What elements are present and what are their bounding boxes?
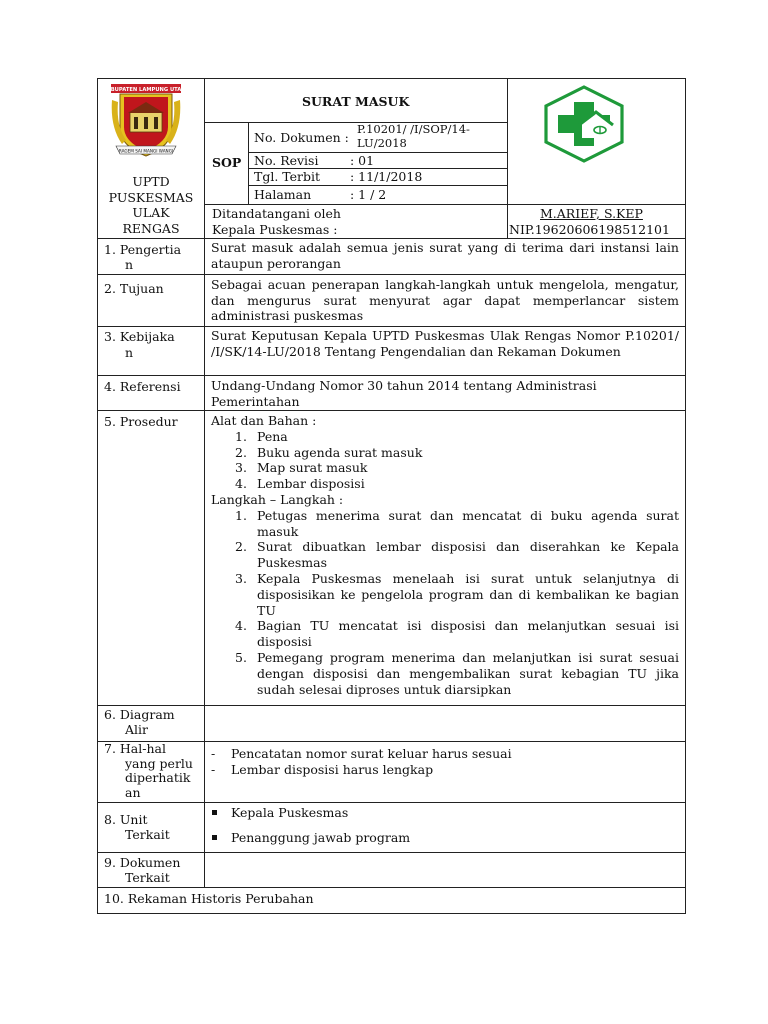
- row-divider-1: [97, 238, 686, 239]
- signer-name: M.ARIEF, S.KEP: [540, 206, 643, 221]
- row-divider-4: [97, 375, 686, 376]
- doc-no-value-line-2: LU/2018: [357, 136, 407, 150]
- row-divider-5: [97, 410, 686, 411]
- doc-no-label: No. Dokumen :: [254, 130, 349, 145]
- sign-divider: [204, 204, 686, 205]
- row-divider-2: [97, 274, 686, 275]
- revision-value: : 01: [350, 153, 375, 168]
- prosedur-label: 5. Prosedur: [104, 414, 178, 429]
- doc-no-value-line-1: P.10201/ /I/SOP/14-: [357, 122, 470, 136]
- list-item: Buku agenda surat masuk: [257, 444, 423, 460]
- unit-label-line-2: Terkait: [125, 827, 170, 842]
- unit-list: [204, 805, 410, 855]
- list-item: Surat dibuatkan lembar disposisi dan diserahkan ke Kepala Puskesmas: [257, 539, 679, 571]
- organization-name: [98, 174, 204, 236]
- emblem-motto-text: RAGEM SAI MANGI WANGI: [118, 148, 174, 154]
- org-line-1: UPTD: [132, 174, 170, 189]
- row-divider-8: [97, 802, 686, 803]
- tools-list: [211, 429, 679, 492]
- hal-label-line-3: diperhatik: [125, 770, 191, 785]
- list-item: Penanggung jawab program: [231, 830, 411, 845]
- list-item: Petugas menerima surat dan mencatat di buku agenda surat masuk: [257, 507, 679, 539]
- signed-by-label: Ditandatangani oleh: [212, 206, 341, 221]
- diagram-label-line-1: 6. Diagram: [104, 707, 175, 722]
- page-value: : 1 / 2: [350, 187, 387, 202]
- kebijakan-label-line-2: n: [125, 345, 134, 360]
- prosedur-content: [211, 413, 679, 697]
- list-item: Map surat masuk: [257, 460, 368, 476]
- list-item: Kepala Puskesmas: [231, 805, 410, 821]
- list-item: - Pencatatan nomor surat keluar harus sesuai: [231, 746, 512, 762]
- unit-label-line-1: 8. Unit: [104, 812, 148, 827]
- kebijakan-label-line-1: 3. Kebijaka: [104, 329, 175, 344]
- signer-nip: NIP.19620606198512101: [509, 222, 670, 237]
- lampung-utara-emblem: [102, 82, 190, 166]
- hal-label-line-4: an: [125, 784, 141, 800]
- issue-date-label: Tgl. Terbit: [254, 169, 321, 184]
- puskesmas-cross-icon: [540, 84, 628, 164]
- pengertian-label-line-1: 1. Pengertia: [104, 242, 182, 257]
- puskesmas-logo: [540, 84, 628, 164]
- sop-label: SOP: [212, 155, 242, 170]
- list-item: Kepala Puskesmas menelaah isi surat untuk selanjutnya di disposisikan ke pengelola program dan di kembalikan ke bagian TU: [257, 570, 679, 618]
- header-divider-right: [507, 78, 508, 238]
- page-label: Halaman: [254, 187, 312, 202]
- pengertian-label-line-2: n: [125, 257, 134, 272]
- list-item: Bagian TU mencatat isi disposisi dan melanjutkan sesuai isi disposisi: [257, 618, 679, 650]
- kebijakan-text: Surat Keputusan Kepala UPTD Puskesmas Ulak Rengas Nomor P.10201/ /I/SK/14-LU/2018 Tentang Pengendalian dan Rekaman Dokumen: [211, 328, 679, 359]
- dokumen-label-line-2: Terkait: [125, 870, 170, 885]
- table-border-top: [97, 78, 686, 79]
- row-divider-3: [97, 326, 686, 327]
- hal-label-line-2: yang perlu: [125, 755, 193, 771]
- revision-label: No. Revisi: [254, 153, 319, 168]
- issue-date-value: : 11/1/2018: [350, 169, 423, 184]
- row-divider-6: [97, 705, 686, 706]
- list-item: Pemegang program menerima dan melanjutkan isi surat sesuai dengan disposisi dan mengembalikan surat kebagian TU jika sudah selesai diproses untuk diarsipkan: [257, 649, 679, 697]
- org-line-3: ULAK: [132, 205, 170, 220]
- hal-label-line-1: 7. Hal-hal: [104, 741, 166, 756]
- pengertian-text: Surat masuk adalah semua jenis surat yang di terima dari instansi lain ataupun perorangan: [211, 240, 679, 271]
- steps-list: [211, 508, 679, 698]
- hal-label: [104, 742, 193, 800]
- list-item: Pena: [257, 428, 288, 444]
- hal-list: [204, 746, 512, 778]
- tujuan-label: 2. Tujuan: [104, 281, 164, 296]
- org-line-2: PUSKESMAS: [108, 189, 194, 205]
- list-item: - Lembar disposisi harus lengkap: [231, 762, 512, 778]
- org-line-4: RENGAS: [122, 220, 180, 236]
- list-item: Lembar disposisi: [257, 476, 365, 492]
- signer-title: Kepala Puskesmas :: [212, 222, 338, 237]
- document-title: SURAT MASUK: [302, 94, 410, 109]
- steps-heading: Langkah – Langkah :: [211, 491, 344, 507]
- row-divider-10: [97, 887, 686, 888]
- regency-crest-icon: [102, 82, 190, 166]
- referensi-label: 4. Referensi: [104, 379, 181, 394]
- emblem-banner-text: KABUPATEN LAMPUNG UTARA: [102, 87, 190, 93]
- sop-divider: [248, 122, 249, 204]
- tools-heading: Alat dan Bahan :: [211, 413, 317, 428]
- dokumen-label-line-1: 9. Dokumen: [104, 855, 181, 870]
- tujuan-text: Sebagai acuan penerapan langkah-langkah untuk mengelola, mengatur, dan mengurus surat menyurat agar dapat memperlancar sistem administrasi puskesmas: [211, 277, 679, 323]
- diagram-label-line-2: Alir: [125, 722, 148, 737]
- table-border-bottom: [97, 913, 686, 914]
- date-divider: [248, 185, 508, 186]
- referensi-text: Undang-Undang Nomor 30 tahun 2014 tentang Administrasi Pemerintahan: [211, 378, 597, 409]
- rekaman-label: 10. Rekaman Historis Perubahan: [104, 891, 314, 906]
